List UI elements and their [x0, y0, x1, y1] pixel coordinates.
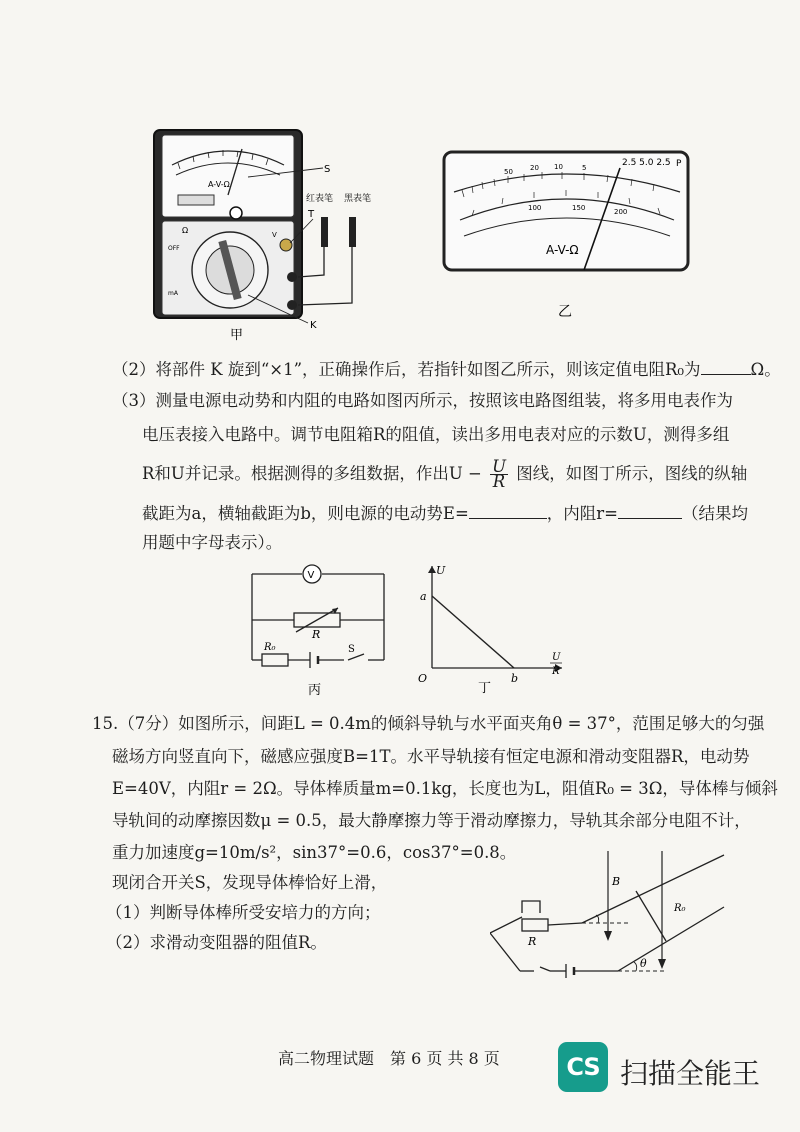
- q3-emf-blank[interactable]: [469, 500, 547, 519]
- ding-frac-r: R: [552, 666, 560, 677]
- bing-s-label: S: [348, 644, 355, 655]
- jia-red-probe: 红表笔: [306, 194, 334, 204]
- bing-r0-label: R₀: [264, 642, 276, 653]
- q3-line3: [142, 457, 748, 491]
- q2-answer-blank[interactable]: [701, 356, 751, 375]
- ding-a-label: a: [420, 590, 427, 603]
- jia-k-label: K: [310, 320, 317, 331]
- q3-line3-b: 图线，如图丁所示，图线的纵轴: [516, 464, 748, 483]
- yi-caption: 乙: [558, 304, 572, 320]
- jia-omega-label: Ω: [182, 226, 189, 235]
- ding-u-label: U: [436, 564, 446, 577]
- q3-line4-a: 截距为a，横轴截距为b，则电源的电动势E=: [142, 504, 469, 523]
- jia-black-probe: 黑表笔: [344, 194, 372, 204]
- figure-ding-graph: [412, 558, 572, 698]
- incline-r0-label: R₀: [674, 903, 686, 914]
- q15-line6: 现闭合开关S，发现导体棒恰好上滑，: [112, 873, 388, 892]
- figure-inclined-rails: [490, 845, 730, 990]
- q3-line4: [142, 500, 748, 525]
- camscanner-app-name: 扫描全能王: [620, 1057, 761, 1090]
- figure-jia-multimeter: [148, 125, 393, 345]
- yi-scale-top-right: 2.5 5.0 2.5: [622, 158, 671, 168]
- yi-scale-p: P: [676, 159, 682, 169]
- q3-line3-a: R和U并记录。根据测得的多组数据，作出U −: [142, 464, 482, 483]
- q15-sub2: （2）求滑动变阻器的阻值R。: [106, 933, 327, 952]
- q3-line2: 电压表接入电路中。调节电阻箱R的阻值，读出多用电表对应的示数U，测得多组: [142, 425, 730, 444]
- yi-mark-5: 5: [582, 164, 587, 172]
- page-footer: 高二物理试题 第 6 页 共 8 页: [278, 1049, 500, 1068]
- jia-s-label: S: [324, 164, 331, 175]
- incline-theta-label: θ: [640, 957, 647, 970]
- q3-line4-c: （结果均: [682, 504, 748, 523]
- ding-b-label: b: [511, 672, 519, 685]
- jia-off-label: OFF: [168, 245, 180, 252]
- yi-mark-20: 20: [530, 164, 539, 172]
- jia-caption: 甲: [230, 328, 244, 343]
- yi-mark-200: 200: [614, 208, 628, 216]
- q2-line: [112, 356, 781, 381]
- jia-v-label: V: [272, 231, 277, 239]
- q2-text-before: （2）将部件 K 旋到“×1”，正确操作后，若指针如图乙所示，则该定值电阻R₀为: [112, 360, 701, 379]
- incline-b-label: B: [612, 875, 621, 888]
- yi-meter-label: A-V-Ω: [546, 243, 579, 257]
- yi-mark-50: 50: [504, 168, 513, 176]
- bing-v-label: V: [307, 570, 315, 581]
- q3-fraction: [490, 457, 508, 491]
- incline-r-label: R: [528, 935, 537, 948]
- q15-line3: E=40V，内阻r = 2Ω。导体棒质量m=0.1kg，长度也为L，阻值R₀ = 3Ω，导体棒与倾斜: [112, 779, 778, 798]
- jia-ma-label: mA: [168, 290, 178, 297]
- figure-bing-circuit: [244, 560, 394, 700]
- q2-text-after: Ω。: [750, 360, 781, 379]
- ding-caption: 丁: [478, 681, 492, 696]
- q3-line1: （3）测量电源电动势和内阻的电路如图丙所示，按照该电路图组装，将多用电表作为: [112, 391, 733, 410]
- jia-t-label: T: [308, 209, 315, 220]
- jia-meter-label: A-V-Ω: [208, 180, 230, 189]
- yi-mark-100: 100: [528, 204, 542, 212]
- q3-line5: 用题中字母表示）。: [142, 533, 283, 552]
- ding-frac-u: U: [552, 652, 561, 663]
- q15-line2: 磁场方向竖直向下，磁感应强度B=1T。水平导轨接有恒定电源和滑动变阻器R，电动势: [112, 747, 750, 766]
- q15-line4: 导轨间的动摩擦因数μ = 0.5，最大静摩擦力等于滑动摩擦力，导轨其余部分电阻不计，: [112, 811, 751, 830]
- yi-mark-10: 10: [554, 163, 563, 171]
- bing-caption: 丙: [308, 683, 322, 698]
- q3-line4-b: ，内阻r=: [546, 504, 618, 523]
- camscanner-logo-icon: CS: [558, 1042, 608, 1092]
- q15-line1: 15.（7分）如图所示，间距L = 0.4m的倾斜导轨与水平面夹角θ = 37°，范围足够大的匀强: [92, 714, 765, 733]
- figure-yi-meter-dial: [442, 150, 692, 325]
- q3-resistance-blank[interactable]: [618, 500, 682, 519]
- ding-o-label: O: [418, 672, 428, 685]
- bing-r-label: R: [312, 628, 321, 641]
- q15-line5: 重力加速度g=10m/s²，sin37°=0.6，cos37°=0.8。: [112, 843, 517, 862]
- yi-mark-150: 150: [572, 204, 586, 212]
- q15-sub1: （1）判断导体棒所受安培力的方向；: [106, 903, 381, 922]
- q3-frac-bottom: R: [492, 472, 506, 491]
- q3-frac-top: U: [492, 457, 506, 476]
